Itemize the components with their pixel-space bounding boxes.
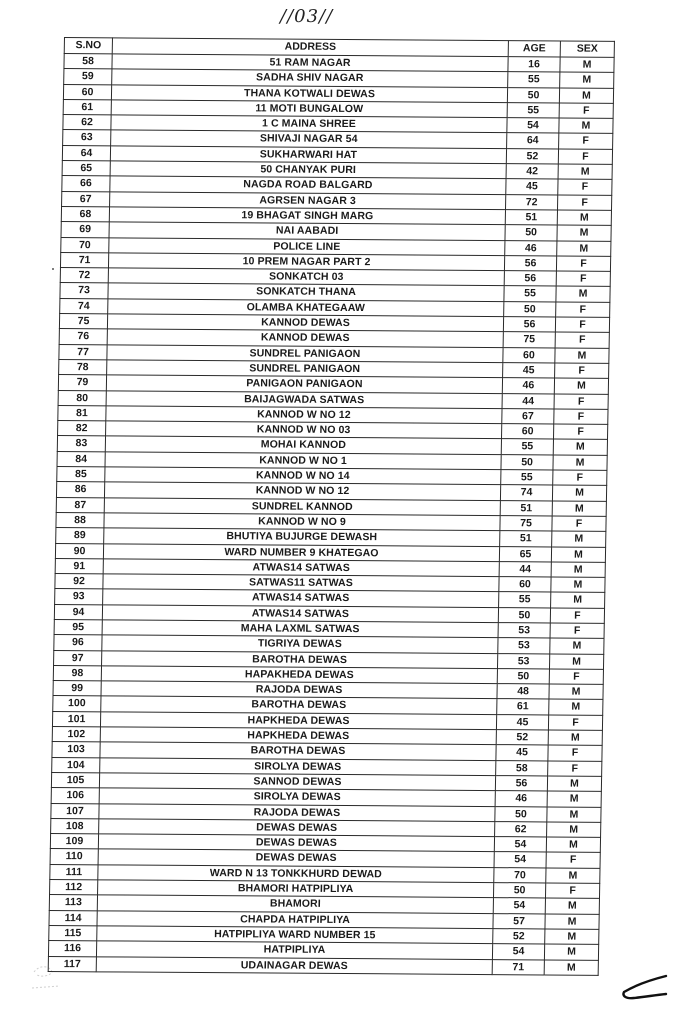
cell-address: HAPKHEDA DEWAS — [100, 727, 496, 745]
cell-sno: 97 — [54, 650, 102, 666]
cell-address: RAJODA DEWAS — [101, 681, 497, 699]
cell-sex: F — [556, 256, 610, 272]
cell-sno: 112 — [50, 880, 98, 896]
cell-age: 50 — [501, 454, 553, 470]
cell-address: SATWAS11 SATWAS — [103, 574, 499, 592]
cell-address: BAROTHA DEWAS — [102, 650, 498, 668]
cell-address: MOHAI KANNOD — [105, 436, 501, 454]
cell-age: 72 — [505, 194, 557, 210]
cell-sno: 111 — [50, 864, 98, 880]
cell-address: TIGRIYA DEWAS — [102, 635, 498, 653]
cell-address: RAJODA DEWAS — [99, 803, 495, 821]
cell-sex: F — [546, 852, 600, 868]
cell-age: 55 — [499, 592, 551, 608]
cell-sex: M — [545, 929, 599, 945]
cell-sex: F — [550, 623, 604, 639]
cell-address: SIROLYA DEWAS — [99, 788, 495, 806]
cell-sno: 104 — [52, 757, 100, 773]
cell-sno: 99 — [53, 681, 101, 697]
cell-address: BHUTIYA BUJURGE DEWASH — [104, 528, 500, 546]
cell-sno: 87 — [56, 497, 104, 513]
cell-sex: M — [554, 378, 608, 394]
cell-age: 53 — [498, 623, 550, 639]
cell-age: 50 — [493, 883, 545, 899]
cell-address: BAROTHA DEWAS — [101, 696, 497, 714]
cell-age: 52 — [493, 929, 545, 945]
cell-age: 51 — [500, 531, 552, 547]
cell-sex: F — [545, 883, 599, 899]
cell-address: SONKATCH 03 — [108, 268, 504, 286]
cell-sex: M — [547, 776, 601, 792]
cell-address: UDAINAGAR DEWAS — [96, 956, 492, 974]
cell-address: HAPAKHEDA DEWAS — [101, 666, 497, 684]
cell-address: NAGDA ROAD BALGARD — [110, 176, 506, 194]
cell-sno: 98 — [53, 665, 101, 681]
cell-sno: 76 — [59, 329, 107, 345]
cell-sno: 67 — [62, 191, 110, 207]
cell-age: 46 — [502, 378, 554, 394]
cell-age: 51 — [505, 210, 557, 226]
cell-address: BHAMORI HATPIPLIYA — [98, 880, 494, 898]
cell-address: MAHA LAXML SATWAS — [102, 620, 498, 638]
cell-sno: 107 — [51, 803, 99, 819]
cell-age: 50 — [507, 87, 559, 103]
cell-address: SHIVAJI NAGAR 54 — [111, 130, 507, 148]
cell-sno: 66 — [62, 176, 110, 192]
cell-sex: F — [555, 317, 609, 333]
cell-sex: M — [547, 806, 601, 822]
page-number-mark: //03// — [280, 6, 334, 27]
cell-sex: M — [552, 501, 606, 517]
cell-address: BAROTHA DEWAS — [100, 742, 496, 760]
cell-age: 50 — [504, 301, 556, 317]
cell-sno: 92 — [55, 574, 103, 590]
cell-age: 56 — [503, 317, 555, 333]
cell-age: 46 — [495, 791, 547, 807]
cell-sno: 80 — [58, 390, 106, 406]
cell-age: 58 — [496, 760, 548, 776]
cell-age: 54 — [494, 852, 546, 868]
cell-age: 74 — [500, 485, 552, 501]
cell-sno: 105 — [51, 772, 99, 788]
cell-address: HATPIPLIYA — [96, 941, 492, 959]
cell-sex: M — [557, 210, 611, 226]
cell-sex: M — [556, 286, 610, 302]
cell-address: POLICE LINE — [109, 237, 505, 255]
cell-sex: M — [551, 577, 605, 593]
cell-sno: 89 — [56, 528, 104, 544]
cell-sno: 68 — [61, 206, 109, 222]
cell-address: KANNOD W NO 1 — [105, 452, 501, 470]
cell-sno: 81 — [58, 405, 106, 421]
cell-age: 65 — [499, 546, 551, 562]
cell-address: DEWAS DEWAS — [98, 834, 494, 852]
cell-address: THANA KOTWALI DEWAS — [111, 84, 507, 102]
cell-age: 55 — [504, 286, 556, 302]
cell-address: AGRSEN NAGAR 3 — [110, 192, 506, 210]
cell-age: 52 — [496, 730, 548, 746]
cell-sno: 88 — [56, 512, 104, 528]
cell-sno: 62 — [63, 115, 111, 131]
cell-sex: M — [549, 654, 603, 670]
cell-address: WARD NUMBER 9 KHATEGAO — [103, 543, 499, 561]
cell-sno: 82 — [58, 421, 106, 437]
cell-sex: F — [556, 302, 610, 318]
cell-age: 55 — [501, 439, 553, 455]
cell-sex: F — [548, 745, 602, 761]
cell-sex: M — [545, 914, 599, 930]
cell-age: 54 — [494, 837, 546, 853]
cell-sex: M — [552, 485, 606, 501]
cell-sno: 78 — [59, 359, 107, 375]
cell-sno: 83 — [57, 436, 105, 452]
cell-age: 45 — [496, 745, 548, 761]
cell-sex: M — [560, 72, 614, 88]
cell-sno: 59 — [64, 69, 112, 85]
cell-sex: F — [548, 761, 602, 777]
cell-sex: M — [557, 241, 611, 257]
cell-sex: F — [559, 103, 613, 119]
cell-age: 50 — [505, 225, 557, 241]
column-header-sex: SEX — [560, 41, 614, 57]
cell-sex: M — [546, 868, 600, 884]
cell-sex: M — [555, 348, 609, 364]
cell-address: ATWAS14 SATWAS — [103, 589, 499, 607]
cell-address: SUKHARWARI HAT — [110, 146, 506, 164]
cell-sno: 70 — [61, 237, 109, 253]
cell-sex: F — [554, 409, 608, 425]
cell-sno: 84 — [57, 451, 105, 467]
cell-sex: F — [548, 715, 602, 731]
cell-address: WARD N 13 TONKKHURD DEWAD — [98, 865, 494, 883]
cell-address: 10 PREM NAGAR PART 2 — [108, 253, 504, 271]
cell-sex: M — [559, 88, 613, 104]
cell-sno: 58 — [64, 54, 112, 70]
cell-age: 56 — [504, 255, 556, 271]
cell-sno: 69 — [61, 222, 109, 238]
cell-age: 57 — [493, 913, 545, 929]
cell-sno: 85 — [57, 467, 105, 483]
cell-address: HAPKHEDA DEWAS — [100, 712, 496, 730]
cell-sex: M — [544, 944, 598, 960]
cell-sex: M — [551, 546, 605, 562]
cell-address: SUNDREL PANIGAON — [107, 344, 503, 362]
cell-sno: 102 — [52, 727, 100, 743]
cell-age: 75 — [503, 332, 555, 348]
cell-sno: 86 — [56, 482, 104, 498]
cell-age: 71 — [492, 959, 544, 975]
cell-age: 55 — [501, 470, 553, 486]
cell-address: 51 RAM NAGAR — [112, 54, 508, 72]
cell-sno: 93 — [55, 589, 103, 605]
cell-sex: M — [560, 57, 614, 73]
cell-age: 60 — [501, 424, 553, 440]
cell-sex: F — [553, 470, 607, 486]
cell-sno: 108 — [51, 818, 99, 834]
cell-sex: F — [550, 608, 604, 624]
cell-address: SONKATCH THANA — [108, 283, 504, 301]
table-body — [48, 54, 614, 976]
cell-sex: F — [557, 195, 611, 211]
cell-age: 44 — [499, 561, 551, 577]
cell-address: KANNOD DEWAS — [107, 329, 503, 347]
cell-age: 56 — [504, 271, 556, 287]
cell-address: KANNOD W NO 03 — [106, 421, 502, 439]
cell-sex: M — [546, 837, 600, 853]
cell-sno: 117 — [48, 956, 96, 972]
cell-sex: F — [552, 516, 606, 532]
cell-address: 50 CHANYAK PURI — [110, 161, 506, 179]
cell-sex: M — [545, 898, 599, 914]
cell-age: 55 — [507, 102, 559, 118]
cell-address: SUNDREL KANNOD — [104, 497, 500, 515]
cell-sex: M — [548, 730, 602, 746]
cell-age: 53 — [498, 638, 550, 654]
cell-sno: 96 — [54, 635, 102, 651]
cell-sno: 100 — [53, 696, 101, 712]
cell-sex: M — [553, 455, 607, 471]
cell-address: SUNDREL PANIGAON — [107, 360, 503, 378]
cell-sex: F — [549, 669, 603, 685]
cell-sno: 101 — [52, 711, 100, 727]
cell-age: 50 — [495, 806, 547, 822]
cell-sex: F — [555, 332, 609, 348]
cell-age: 46 — [505, 240, 557, 256]
cell-age: 61 — [497, 699, 549, 715]
cell-sex: F — [558, 179, 612, 195]
cell-address: KANNOD W NO 12 — [106, 406, 502, 424]
cell-sex: M — [557, 225, 611, 241]
cell-sex: F — [558, 149, 612, 165]
cell-sno: 90 — [55, 543, 103, 559]
cell-sno: 64 — [62, 145, 110, 161]
stray-ink-dot — [52, 268, 54, 270]
cell-address: BAIJAGWADA SATWAS — [106, 390, 502, 408]
cell-sno: 72 — [60, 268, 108, 284]
cell-age: 44 — [502, 393, 554, 409]
cell-age: 50 — [498, 607, 550, 623]
cell-age: 54 — [492, 944, 544, 960]
cell-address: HATPIPLIYA WARD NUMBER 15 — [97, 926, 493, 944]
cell-age: 16 — [508, 57, 560, 73]
cell-sno: 110 — [50, 849, 98, 865]
cell-age: 62 — [495, 821, 547, 837]
cell-sex: M — [553, 439, 607, 455]
cell-address: KANNOD W NO 12 — [104, 482, 500, 500]
column-header-address: ADDRESS — [112, 38, 508, 57]
handwritten-check-mark — [620, 972, 668, 1002]
cell-age: 54 — [507, 118, 559, 134]
cell-sno: 79 — [58, 375, 106, 391]
cell-sex: M — [547, 791, 601, 807]
cell-sex: M — [551, 562, 605, 578]
cell-address: KANNOD W NO 14 — [105, 467, 501, 485]
cell-sex: M — [544, 959, 598, 975]
cell-address: OLAMBA KHATEGAAW — [108, 299, 504, 317]
cell-sex: M — [549, 699, 603, 715]
column-header-sno: S.NO — [64, 38, 112, 54]
cell-address: ATWAS14 SATWAS — [103, 559, 499, 577]
patient-address-sheet — [48, 37, 614, 976]
cell-age: 50 — [497, 668, 549, 684]
cell-sex: F — [553, 424, 607, 440]
cell-age: 60 — [503, 347, 555, 363]
cell-address: SADHA SHIV NAGAR — [112, 69, 508, 87]
cell-sex: M — [550, 638, 604, 654]
cell-address: KANNOD W NO 9 — [104, 513, 500, 531]
cell-sex: M — [558, 164, 612, 180]
cell-age: 55 — [508, 72, 560, 88]
cell-sno: 95 — [54, 619, 102, 635]
cell-age: 60 — [499, 577, 551, 593]
cell-age: 42 — [506, 164, 558, 180]
cell-sno: 75 — [59, 314, 107, 330]
cell-sno: 74 — [60, 298, 108, 314]
cell-address: 1 C MAINA SHREE — [111, 115, 507, 133]
cell-sno: 113 — [49, 895, 97, 911]
cell-sno: 94 — [54, 604, 102, 620]
cell-age: 54 — [493, 898, 545, 914]
cell-age: 48 — [497, 684, 549, 700]
cell-sex: F — [555, 363, 609, 379]
cell-age: 53 — [497, 653, 549, 669]
column-header-age: AGE — [508, 41, 560, 57]
cell-sno: 77 — [59, 344, 107, 360]
cell-sex: M — [559, 118, 613, 134]
cell-sno: 91 — [55, 558, 103, 574]
cell-address: NAI AABADI — [109, 222, 505, 240]
cell-age: 45 — [503, 363, 555, 379]
cell-age: 70 — [494, 867, 546, 883]
cell-age: 52 — [506, 148, 558, 164]
cell-address: 19 BHAGAT SINGH MARG — [109, 207, 505, 225]
table-row — [48, 956, 598, 975]
cell-sno: 103 — [52, 742, 100, 758]
cell-age: 45 — [506, 179, 558, 195]
cell-sex: M — [551, 592, 605, 608]
cell-sex: M — [547, 822, 601, 838]
cell-sno: 60 — [63, 84, 111, 100]
cell-address: CHAPDA HATPIPLIYA — [97, 910, 493, 928]
cell-sno: 116 — [48, 941, 96, 957]
cell-sex: F — [556, 271, 610, 287]
cell-address: DEWAS DEWAS — [99, 819, 495, 837]
cell-age: 51 — [500, 500, 552, 516]
address-table — [48, 37, 615, 976]
cell-address: DEWAS DEWAS — [98, 849, 494, 867]
cell-sno: 109 — [50, 834, 98, 850]
cell-address: PANIGAON PANIGAON — [106, 375, 502, 393]
cell-sno: 71 — [60, 252, 108, 268]
cell-sno: 63 — [63, 130, 111, 146]
cell-address: ATWAS14 SATWAS — [102, 605, 498, 623]
cell-sno: 65 — [62, 161, 110, 177]
cell-sno: 73 — [60, 283, 108, 299]
cell-sno: 115 — [49, 925, 97, 941]
cell-address: SIROLYA DEWAS — [100, 757, 496, 775]
cell-sex: M — [552, 531, 606, 547]
cell-sex: F — [559, 133, 613, 149]
cell-age: 56 — [495, 776, 547, 792]
cell-age: 45 — [496, 714, 548, 730]
cell-age: 75 — [500, 515, 552, 531]
cell-address: SANNOD DEWAS — [99, 773, 495, 791]
cell-sno: 114 — [49, 910, 97, 926]
cell-sex: M — [549, 684, 603, 700]
cell-sno: 61 — [63, 99, 111, 115]
cell-sex: F — [554, 393, 608, 409]
cell-address: 11 MOTI BUNGALOW — [111, 100, 507, 118]
cell-sno: 106 — [51, 788, 99, 804]
cell-address: BHAMORI — [97, 895, 493, 913]
cell-age: 64 — [507, 133, 559, 149]
cell-age: 67 — [502, 408, 554, 424]
cell-address: KANNOD DEWAS — [107, 314, 503, 332]
